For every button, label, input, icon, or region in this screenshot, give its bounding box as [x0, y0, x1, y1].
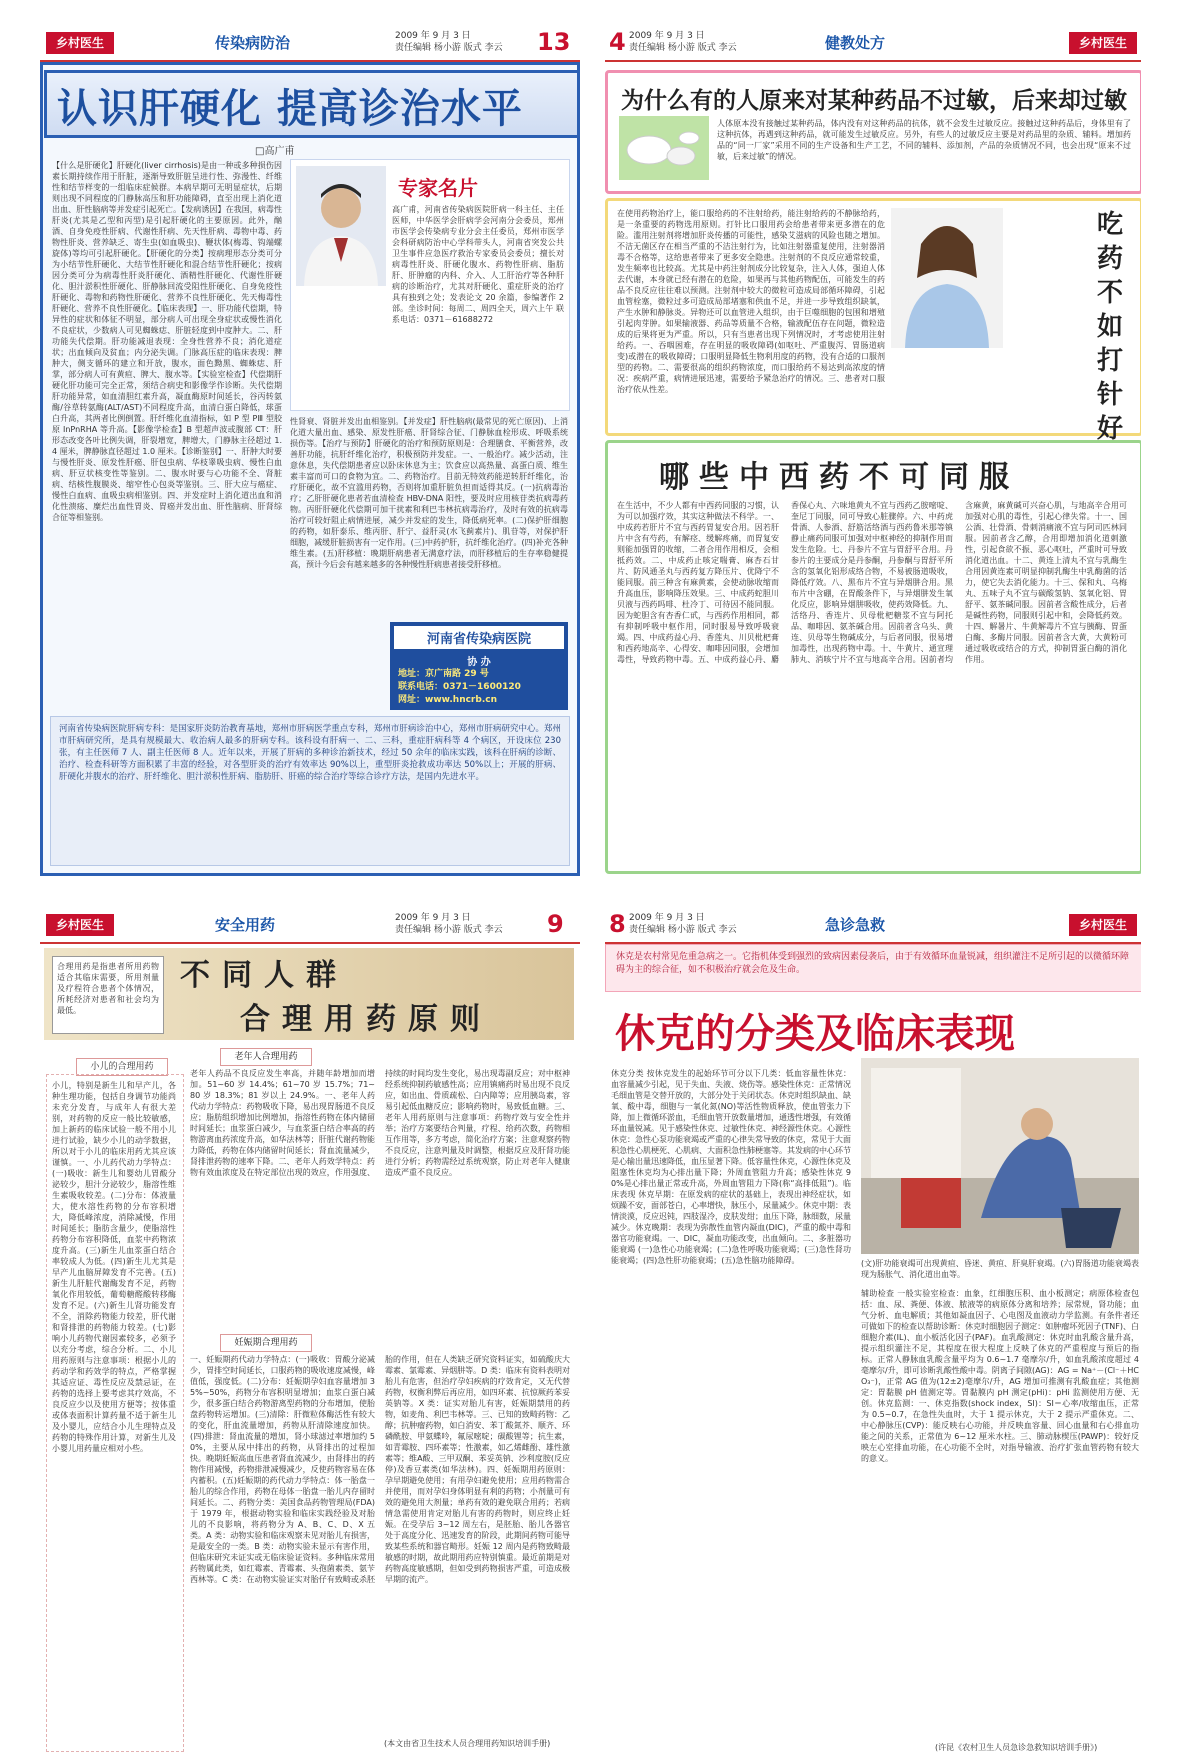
editors: 责任编辑 杨小游 版式 李云 — [629, 925, 737, 935]
pregnancy-text: 一、妊娠期药代动力学特点：(一)吸收：胃酸分泌减少，胃排空时间延长，口服药物的吸收速度减慢，峰值低，强度低。(二)分布：妊娠期孕妇血容量增加 35%~50%，药物分布容积明显增加；血浆白蛋白减少，很多蛋白结合药物游离型药物的分布增加，使胎盘药物转运增加。(三)清除：肝微粒体酶活性有较大的变化，肝血流量增加，药物从肝清除速度加快。(四)排泄：肾血流量的增加，肾小球滤过率增加约 50%，主要从尿中排出的药物，从肾排出的过程加快。晚期妊娠高血压患者肾血流减少，由肾排出的药物作用减慢，药物排泄减慢减少，反使药物容易在体内蓄积。(五)妊娠期的药代动力学特点：体一胎盘一胎儿的综合作用，药物在母体一胎盘一胎儿内存留时间延长。二、药物分类：美国食品药物管理局(FDA)于 1979 年，根据动物实验和临床实践经验及对胎儿的不良影响，将药物分为 A、B、C、D、X 五类。A 类：动物实验和临床观察未见对胎儿有损害，是最安全的一类。B 类：动物实验未显示有害作用，但临床研究未证实或无临床验证资料。多种临床常用药物属此类，如红霉素、青霉素、头孢菌素类、氨苄西林等。C 类：在动物实验证实对胎仔有致畸或杀胚胎的作用，但在人类缺乏研究资料证实，如硫酸庆大霉素、氯霉素、异烟肼等。D 类：临床有资料表明对胎儿有危害，但治疗孕妇疾病的疗效肯定，又无代替药物，权衡利弊后再应用，如四环素、抗惊厥药苯妥英钠等。X 类：证实对胎儿有害，妊娠期禁用的药物，如麦角、利巴韦林等。三、已知的致畸药物：乙醇；抗肿瘤药物，如白消安、苯丁酸氮芥、顺齐、环磷酰胺、甲氨蝶呤，氟尿嘧啶；碳酸锂等；抗生素，如青霉胺、四环素等；性激素，如乙烯雌酚、雄性激素等；维A酸、三甲双酮、苯妥英钠、沙利度胺(反应停)及香豆素类(如华法林)。四、妊娠期用药原则：孕早期避免使用；有用孕妇避免使用；应用药物需合并使用，而对孕妇身体明显有利的药物；小剂量可有效的避免用大剂量；单药有效的避免联合用药；若病情急需使用肯定对胎儿有害的药物时，则应终止妊娠。在受孕后 3~12 周左右，是胚胎、胎儿各器官处于高度分化、迅速发育的阶段，此期间药物可能导致某些系统和器官畸形。妊娠 12 周内是药物致畸最敏感的时期，故此期用药应特别慎重。最近前期是对药物高度敏感期，但如受到药物损害严重，可造成极早期的流产。 — [190, 1355, 570, 1584]
herbal-text: 在生活中，不少人都有中西药同服的习惯，认为可以加强疗效，其实这种做法不科学。一、中成药若肝片不宜与西药胃复安合用。因若肝片中含有芍药，有解痉、缓解疼痛，而胃复安则能加强胃的收缩，二者合用作用相反，会相抵药效。二、中成药止咳定喘膏、麻杏石甘片、防风通圣丸与西药复方降压片、优降宁不能同服。前三种含有麻黄素，会使动脉收缩而升高血压，影响降压效果。三、中成药蛇胆川贝液与西药吗啡、杜冷丁、可待因不能同服。因为蛇胆含有杏香仁甙，与西药作用相同，都有抑制呼吸中枢作用，同时服易导致呼吸衰竭。四、中成药益心丹、香莲丸、川贝枇杷膏和西药地高辛、心得安、咖啡因同服，会增加毒性，导致药物中毒。五、中成药益心丹、麝香保心丸、六味地黄丸不宜与西药乙胺嘧啶、奎尼丁同服，同可导致心脏骤停。六、中药虎骨酒、人参酒、舒筋活络酒与西药鲁米那等镇静止痛药同服可加强对中枢神经的抑制作用而发生危险。七、丹参片不宜与胃舒平合用。丹参片的主要成分是丹参酮，丹参酮与胃舒平所含的氢氧化铝形成络合物，不易被肠道吸收，降低疗效。八、黑布片不宜与异烟肼合用。黑布片中含硼，在胃酸条件下，与异烟肼发生氧化反应，影响异烟肼吸收，使药效降低。九、活络丹、香连片、贝母枇杷糖浆不宜与阿托品、咖啡因、氨茶碱合用。因前者含乌头、黄连、贝母等生物碱成分，与后者同服，很易增加毒性，出现药物中毒。十、牛黄片、通宣理肺丸、消咳宁片不宜与地高辛合用。因前者均含麻黄，麻黄碱可兴奋心肌，与地高辛合用可加强对心肌的毒性，引起心律失常。十一、国公酒、壮骨酒、骨刺消痛液不宜与阿司匹林同服。因前者含乙醇，合用即增加消化道刺激性，引起食欲不振、恶心呕吐，严重时可导致消化道出血。十二、黄连上清丸不宜与乳酶生合用因黄连素可明显抑制乳酶生中乳酶菌的活力，使它失去消化能力。十三、保和丸、乌梅丸、五味子丸不宜与碳酸氢钠、氢氧化铝、胃舒平、氨茶碱同服。因前者含酸性成分，后者是碱性药物，同服则引起中和，会降低药效。十四、解暑片、牛黄解毒片不宜与胰酶、胃蛋白酶、多酶片同服。因前者含大黄，大黄粉可通过吸收或结合的方式，抑制胃蛋白酶的消化作用。 — [617, 501, 1127, 664]
banner-title-line1: 不同人群 — [180, 958, 348, 993]
newspaper-page-4 — [605, 26, 1141, 876]
pregnancy-heading: 妊娠期合理用药 — [220, 1334, 312, 1352]
expert-card-title: 专家名片 — [398, 176, 478, 200]
section-title: 健教处方 — [825, 34, 886, 52]
child-text: 小儿，特别是新生儿和早产儿，各种生理功能，包括自身调节功能尚未充分发育，与成年人有很大差别，对药物的反应一般比较敏感，加上新药的临床试验一般不用小儿进行试验，缺少小儿的动学数据，所以对于小儿的临床用药尤其应该谨慎。一、小儿药代动力学特点：(一)吸收：新生儿和婴幼儿胃酸分泌较少，胆汁分泌较少，脂溶性维生素吸收较差。(二)分布：体液量大，使水溶性药物的分布容积增大，降低峰浓度，消除减慢，作用时间延长；脂肪含量少，使脂溶性药物分布容积降低，血浆中药物浓度升高。(三)新生儿血浆蛋白结合率较成人为低。(四)新生儿尤其是早产儿血脑屏障发育不完善。(五)新生儿肝脏代谢酶发育不足，药物氧化作用较低，葡萄糖醛酸转移酶发育不足。(六)新生儿肾功能发育不全，消除药物能力较差，肝代谢和肾排泄的药物能力较差。(七)影响小儿药物代谢因素较多，必须予以充分考虑，综合分析。二、小儿用药原则与注意事项：根据小儿的药动学和药效学的特点，严格掌握其适应证、毒性反应及禁忌证，在药物的选择上要考虑其疗效高，不良反应少以及使用方便等；按体重或体表面积计算药量不适于新生儿及小婴儿，应结合小儿生理特点及药物的特殊作用计算，对新生儿及小婴儿用药量应相对小些。 — [52, 1081, 176, 1453]
hospital-intro-box — [50, 716, 570, 866]
issue-date: 2009 年 9 月 3 日 — [395, 31, 471, 41]
byline: □高广甫 — [255, 146, 295, 157]
elder-text: 老年人药品不良反应发生率高，并随年龄增加而增加。51~60 岁 14.4%；61~70 岁 15.7%；71~80 岁 18.3%；81 岁以上 24.9%。一、老年人药代动力学特点：药物吸收下降，易出现胃肠道不良反应；脂肪组织增加比例增加，指溶性药物在体内储留时间延长；血浆蛋白减少，与血浆蛋白结合率高的药物游离血药浓度升高，如华法林等；肝脏代谢药物能力降低，药物在体内储留时间延长；肾血流量减少，肾排泄药物的速率下降。二、老年人药效学特点：药物有效血浓度及在特定部位出现的效应，作用强度、持续的时间均发生变化，易出现毒副反应；对中枢神经系统抑制药敏感性高；应用镇痛药时易出现不良反应，如出血、骨质疏松、白内障等；应用胰岛素，容易引起低血糖反应；影响药物时，易致低血糖。三、老年人用药原则与注意事项：药物疗效与安全性并举；治疗方案要结合判量，疗程、给药次数，药物相互作用等，多方考虑，简化治疗方案；注意观察药物不良反应，注意判量及时调整，根据反应及肝肾功能进行分析；药物需经过系统观察，防止对老年人健康造成严重不良反应。 — [190, 1069, 570, 1177]
intro-box — [605, 944, 1141, 992]
header-meta — [395, 912, 525, 936]
editors: 责任编辑 杨小游 版式 李云 — [395, 43, 503, 53]
injection-text-note — [1009, 356, 1089, 426]
woman-photo — [891, 208, 1003, 348]
page-header — [40, 908, 580, 944]
column-tag: 乡村医生 — [1069, 32, 1137, 54]
banner-title-line2: 合理用药原则 — [240, 1002, 492, 1037]
vertical-title-char: 针 — [1096, 380, 1123, 410]
banner-intro: 合理用药是指患者所用药物适合其临床需要，所用剂量及疗程符合患者个体情况，所耗经济对患者和社会均为最低。 — [57, 962, 159, 1015]
section-title: 传染病防治 — [215, 34, 291, 52]
section-title: 急诊急救 — [825, 916, 886, 934]
hospital-box — [390, 622, 568, 710]
vertical-title-char: 好 — [1096, 414, 1123, 444]
header-meta — [629, 912, 759, 936]
expert-photo — [296, 166, 386, 286]
column-tag: 乡村医生 — [46, 914, 114, 936]
header-meta — [395, 30, 525, 54]
vertical-title-char: 吃 — [1096, 210, 1123, 240]
page-number: 9 — [547, 910, 564, 938]
newspaper-page-13 — [40, 26, 580, 876]
header-meta — [629, 30, 759, 54]
editors: 责任编辑 杨小游 版式 李云 — [395, 925, 503, 935]
elder-heading: 老年人合理用药 — [220, 1048, 312, 1066]
editors: 责任编辑 杨小游 版式 李云 — [629, 43, 737, 53]
shock-text-left: 休克分类 按休克发生的起始环节可分以下几类：低血容量性休克：血容量减少引起，见于失血、失液、烧伤等。感染性休克：正常情况毛细血管是交替开放的，大部分处于关闭状态。休克时组织缺血、缺氧、酸中毒，细胞与一氧化氮(NO)等活性物质释放，使血管张力下降，加上微循环淤血，毛细血管开放数量增加，通透性增强，有效循环血量锐减。见于感染性休克、过敏性休克、神经源性休克。心源性休克：急性心泵功能衰竭或严重的心律失常导致的休克，常见于大面积急性心肌梗死、心肌病、大面积急性肺梗塞等。其发病的中心环节是心输出量迅速降低，血压显著下降。低容量性休克，心源性休克及阻塞性休克均为心排出量下降；外周血管阻力升高；感染性休克 90%是心排出量正常或升高，外周血管阻力下降(称“高排低阻”)。临床表现 休克早期：在原发病的症状的基础上，表现出神经症状，如烦躁不安，面部苍白，心率增快，脉压小，尿量减少。休克中期：表情淡漠，反应迟钝，四肢湿冷，皮肤发绀；血压下降，脉细数，尿量减少。休克晚期：表现为弥散性血管内凝血(DIC)，严重的酸中毒和器官功能衰竭。一、DIC，凝血功能改变，出血倾向。二、多脏器功能衰竭 (一)急性心功能衰竭；(二)急性呼吸功能衰竭；(三)急性肾功能衰竭；(四)急性肝功能衰竭；(五)急性脑功能障碍。 — [611, 1069, 851, 1265]
shock-patient-photo — [861, 1058, 1139, 1254]
child-heading: 小儿的合理用药 — [76, 1058, 168, 1076]
page-header — [605, 908, 1141, 944]
page-header — [40, 26, 580, 62]
hospital-name: 河南省传染病医院 — [394, 626, 564, 649]
hospital-address: 地址：京广南路 29 号 — [398, 669, 489, 679]
article-body-left: 【什么是肝硬化】肝硬化(liver cirrhosis)是由一种或多种损伤因素长期持续作用于肝脏，逐渐导致肝脏呈进行性、弥漫性、纤维性和结节样变的一组临床症候群。本病早期可无明显症状，后期则出现不同程度的门静脉高压和肝功能障碍，直至出现上消化道出血、肝性脑病等并发症引起死亡。【发病诱因】在我国，病毒性肝炎(尤其是乙型和丙型)是引起肝硬化的主要原因。此外，酗酒、自身免疫性肝病、代谢性肝病、先天性肝病、毒物中毒、药物性肝炎、营养缺乏、寄生虫(如血吸虫)、鞭状体(梅毒、钩端螺旋体)等均可引起肝硬化。【肝硬化的分类】按病理形态分类可分为小结节性肝硬化、大结节性肝硬化和混合结节性肝硬化；按病因分类可分为病毒性肝炎肝硬化、酒精性肝硬化、代谢性肝硬化、胆汁淤积性肝硬化、肝静脉回流受阻性肝硬化、自身免疫性肝硬化、毒物和药物性肝硬化、营养不良性肝硬化、先天梅毒性肝硬化、营养不良性肝硬化。【临床表现】一、肝功能代偿期，特异性的症状和体征不明显，部分病人可出现全身症状或慢性消化不良症状，少数病人可见蜘蛛痣、肝脏轻度到中度肿大。二、肝功能失代偿期。肝功能减退表现：全身性营养不良；消化道症状；出血倾向及贫血；内分泌失调。门脉高压症的临床表现：脾肿大，侧支循环的建立和开放，腹水，面色黝黑、蜘蛛痣、肝掌，部分病人可有黄疸、脾大、腹水等。【实验室检查】代偿期肝硬化肝功能可完全正常，须结合病史和影像学作诊断。失代偿期肝功能异常，如血清胆红素升高，凝血酶原时间延长，谷丙转氨酶/谷草转氨酶(ALT/AST)不同程度升高，血清白蛋白降低，球蛋白升高，其两者比例倒置。肝纤维化血清指标，如 P 型 PⅢ 型胶原 InPnRHA 等升高。【影像学检查】B 型超声波或腹部 CT：肝形态改变各叶比例失调，肝裂增宽，脾增大，门静脉主径超过 1.4 厘米，脾静脉直径超过 1.0 厘米。【诊断鉴别】一、肝肿大时要与慢性肝炎、原发性肝癌、肝包虫病、华枝睾吸虫病、慢性白血病、肝豆状核变性等鉴别。二、腹水时要与心功能不全、肾脏病、结核性腹膜炎、缩窄性心包炎等鉴别。三、肝大应与癌症、慢性白血病、血吸虫病相鉴别。四、并发症时上消化道出血和消化性溃疡、糜烂出血性胃炎、胃癌并发出血、肝性脑病、肝肾综合征等相鉴别。 — [52, 161, 282, 522]
injection-text: 在使用药物治疗上，能口服给药的不注射给药，能注射给药的不静脉给药，是一条重要的药物选用原则。打针比口服用药会给患者带来更多潜在的危险。滥用注射剂将增加肝炎传播的可能性，感染艾滋病的风险也随之增加。不洁无菌区存在相当严重的不洁注射行为，比如注射器重复使用，注射器消毒不合格等，这给患者带来了更多安全隐患。注射剂的不良反应通常较重，发生频率也比较高。尤其是中药注射剂成分比较复杂，注入人体，强迫人体去代谢，本身就已经有潜在的危险，如果再与其他药物配伍，可能发生的药品不良反应往往难以预测。注射剂中较大的微粒可造成局部循环障碍，引起血管栓塞，微粒过多可造成局部堵塞和供血不足，并进一步导致组织缺氧，产生水肿和静脉炎。异物还可以血管进入组织，由于巨噬细胞的包围和增殖引起肉芽肿。如果输液器、药品等质量不合格，输液配伍存在问题，微粒造成的后果将更为严重。所以，只有当患者出现下列情况时，才考虑使用注射给药。一、吞咽困难，存在明显的吸收障碍(如呕吐、严重腹泻、胃肠道病变)或潜在的吸收障碍；口服明显降低生物利用度的药物，没有合适的口服剂型的药物。二、需要很高的组织药物浓度，而口服给药不易达到高浓度的情况：疾病严重，病情进展迅速，需要给予紧急治疗的情况。三、患者对口服治疗依从性差。 — [617, 209, 885, 394]
page-number: 13 — [537, 28, 571, 56]
vertical-title-char: 不 — [1096, 278, 1123, 308]
headline-banner — [44, 70, 580, 138]
vertical-title-char: 如 — [1096, 312, 1123, 342]
issue-date: 2009 年 9 月 3 日 — [395, 913, 471, 923]
article-body-right: 性肾衰、肾脏并发出血相鉴别。【并发症】肝性脑病(最常见的死亡原因)、上消化道大量出血、感染、原发性肝癌、肝肾综合征、门静脉血栓形成、呼吸系统损伤等。【治疗与预防】肝硬化的治疗和预防原则是：合理膳食、平衡营养，改善肝功能，抗肝纤维化治疗，积极预防并发症。一、一般治疗。减少活动，注意休息，失代偿期患者应以卧床休息为主；饮食应以高热量、高蛋白质、维生素丰富而可口的食物为宜。二、药物治疗。目前无特效药能逆转肝纤维化，治疗肝硬化，故不宜滥用药物，否则将加重肝脏负担而适得其反。(一)抗病毒治疗；乙肝肝硬化患者若血清检查 HBV-DNA 阳性，要及时应用核苷类抗病毒药物。丙肝肝硬化代偿期可加干扰素和利巴韦林抗病毒治疗，及时有效的抗病毒治疗可较好阻止病情进展，减少并发症的发生，降低病死率。(二)保护肝细胞的药物，如肝泰乐、维丙肝、肝宁、益肝灵(水飞蓟素片)、肌苷等，对保护肝细胞，减缓肝脏损害有一定作用。(三)中药护肝，抗纤维化治疗。(四)补充各种维生素。(五)肝移植：晚期肝病患者无满意疗法，而肝移植后的生存率稳健提高，预计今后会有越来越多的各种慢性肝病患者接受肝移植。 — [290, 417, 568, 569]
intro-text: 休克是农村常见危重急病之一。它指机体受到强烈的致病因素侵袭后，由于有效循环血量锐减，组织灌注不足所引起的以微循环障碍为主的综合征，如不积极治疗就会危及生命。 — [616, 952, 1130, 975]
issue-date: 2009 年 9 月 3 日 — [629, 913, 705, 923]
column-tag: 乡村医生 — [1069, 914, 1137, 936]
source-note: (本文由省卫生技术人员合理用药知识培训手册) — [384, 1739, 551, 1748]
hospital-role: 协 办 — [467, 657, 491, 668]
source-note: (许昆《农村卫生人员急诊急救知识培训手册》) — [935, 1743, 1098, 1752]
expert-bio: 高广甫，河南省传染病医院肝病一科主任、主任医师，中华医学会肝病学会河南分会委员，郑州市医学会传染病专业分会主任委员，郑州市医学会科研病防治中心学科带头人，河南省突发公共卫生事件应急医疗救治专家委员会委员；擅长对病毒性肝炎、肝硬化腹水、药物性肝病、脂肪肝、肝肿瘤的内科、介入、人工肝治疗等各种肝病的诊断治疗，尤其对肝硬化、重症肝炎的治疗具有独到之处；发表论文 20 余篇，参编著作 2 部。坐诊时间：每周二、周四全天，周六上午 联系电话：0371－61688272 — [392, 205, 564, 324]
shock-headline: 休克的分类及临床表现 — [615, 1010, 1015, 1057]
pills-photo — [619, 116, 709, 180]
page-number: 8 — [609, 910, 626, 938]
issue-date: 2009 年 9 月 3 日 — [629, 31, 705, 41]
newspaper-page-8 — [605, 908, 1141, 1758]
section-title: 安全用药 — [215, 916, 276, 934]
hospital-phone: 联系电话：0371－1600120 — [398, 682, 521, 692]
newspaper-page-9 — [40, 908, 580, 1758]
vertical-title-char: 药 — [1096, 244, 1123, 274]
page-number: 4 — [609, 28, 626, 56]
allergy-text: 人体原本没有接触过某种药品，体内没有对这种药品的抗体，就不会发生过敏反应。接触过这种药品后，身体里有了这种抗体，再遇到这种药品，就可能发生过敏反应。另外，有些人的过敏反应主要是对药品里的杂质、辅料。增加药品的“同一厂家”采用不同的生产设备和生产工艺，不同的辅料、添加剂，产品的杂质情况不同，也会出现“原来不过敏，后来过敏”的情况。 — [717, 119, 1131, 161]
vertical-title-char: 打 — [1096, 346, 1123, 376]
herbal-headline: 哪些中西药不可同服 — [659, 460, 1019, 495]
banner-intro-box — [52, 956, 164, 1034]
headline: 认识肝硬化 提高诊治水平 — [57, 85, 523, 132]
shock-text-right: 辅助检查 一般实验室检查：血象，红细胞压积、血小板测定；病原体检查包括：血、尿、粪便、体液、脓液等的病原体分离和培养；尿常规，肾功能；血气分析、血电解质；其他如凝血因子、心电图及血液动力学监测。有条件者还可做如下的检查以帮助诊断：休克时细胞因子测定：如肿瘤坏死因子(TNF)、白细胞介素(IL)、血小板活化因子(PAF)。血乳酸测定：休克时血乳酸含量升高，提示组织灌注不足，其程度在很大程度上反映了休克的严重程度与预后的指标。正常人静脉血乳酸含量平均为 0.6~1.7 毫摩尔/升，如血乳酸浓度超过 4 毫摩尔/升，即可诊断乳酸性酸中毒。阴离子间隙(AG)：AG = Na⁺－(Cl⁻＋HCO₃⁻)，正常 AG 值为(12±2)毫摩尔/升，AG 增加可推测有乳酸血症；其他测定：胃黏膜 pH 值测定等。胃黏膜内 pH 测定(pHi)：pHi 监测使用方便、无创。休克监测：一、休克指数(shock index，SI)：SI＝心率/收缩血压，正常为 0.5~0.7，在急性失血时，大于 1 提示休克，大于 2 提示严重休克。二、中心静脉压(CVP)：能反映右心功能，并反映血容量、回心血量和右心排血功能之间的关系，正常值为 6~12 厘米水柱。三、肺动脉楔压(PAWP)：较好反映左心室排血功能，在心功能不全时，对指导输液、治疗扩张血管药物有较大的意义。 — [861, 1289, 1139, 1463]
page-header — [605, 26, 1141, 62]
hospital-website: 网址：www.hncrb.cn — [398, 695, 497, 705]
hospital-intro: 河南省传染病医院肝病专科：是国家肝炎防治教育基地，郑州市肝病医学重点专科，郑州市肝病诊治中心，郑州市肝病研究中心。郑州市肝病研究所，是具有规模最大、收治病人最多的肝病专科。该科设有肝病一、二、三科，重症肝病科等 4 个病区，开设床位 230 张，有主任医师 7 人、副主任医师 8 人。近年以来，开展了肝病的多种诊治新技术，经过 50 余年的临床实践，该科在肝病的诊断、治疗、检查科研等方面积累了丰富的经验，对各型肝炎的治疗有效率达 90%以上，重型肝炎抢救成功率达 50%以上；开展的肝病、肝硬化并腹水的治疗、肝纤维化、胆汁淤积性肝病、脂肪肝、肝癌的综合治疗等综合诊疗方法，是国内先进水平。 — [59, 724, 561, 782]
allergy-headline: 为什么有的人原来对某种药品不过敏，后来却过敏 — [621, 87, 1127, 114]
photo-caption: (文)肝功能衰竭可出现黄疸、昏迷、黄疸、肝臭肝衰竭。(六)胃肠道功能衰竭表现为肠胀气、消化道出血等。 — [861, 1259, 1139, 1279]
column-tag: 乡村医生 — [46, 32, 114, 54]
